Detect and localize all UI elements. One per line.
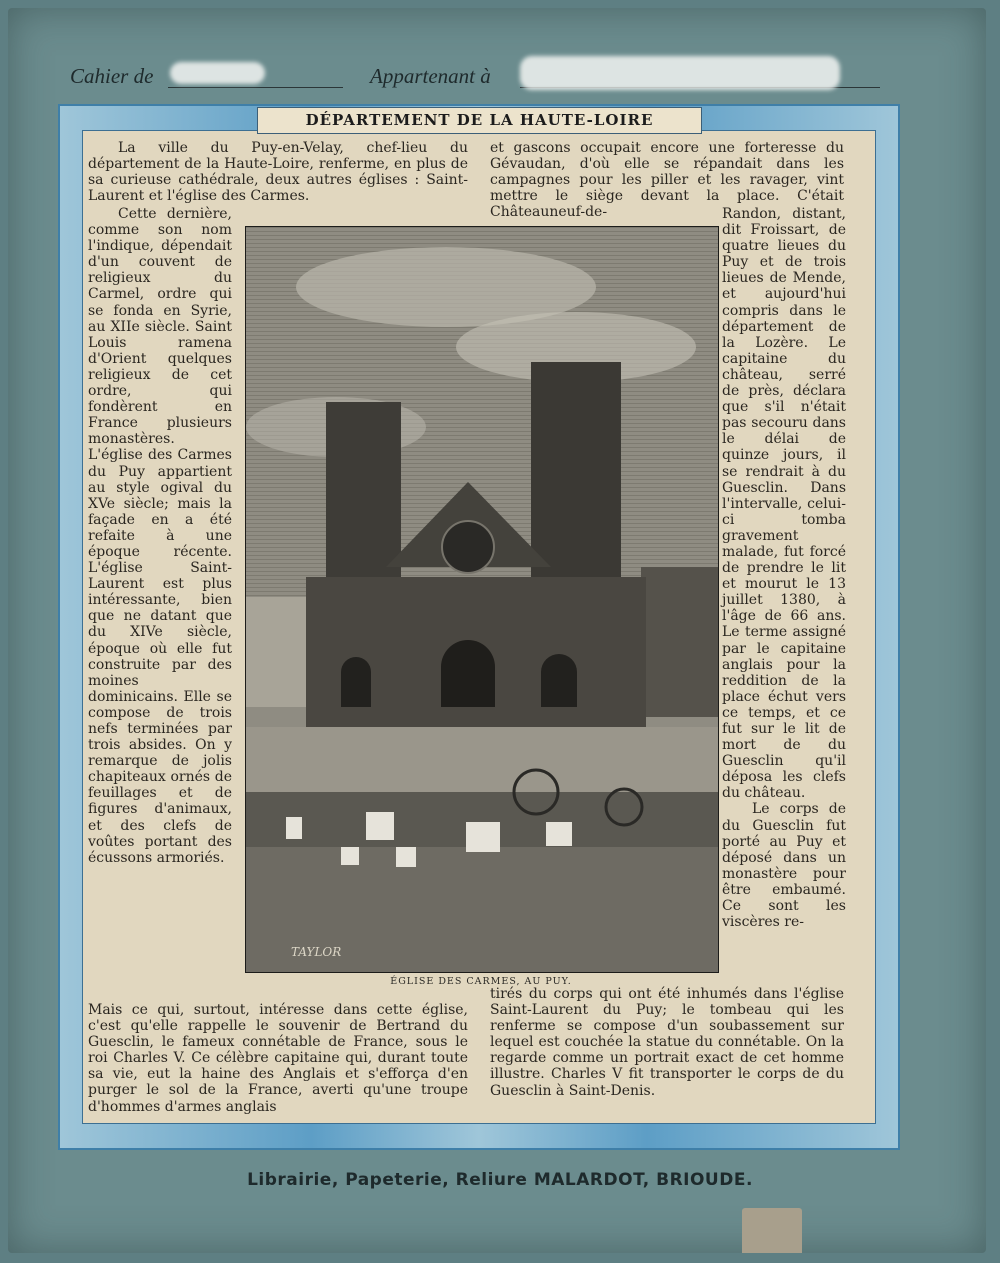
- appartenant-label: Appartenant à: [370, 64, 491, 88]
- text-bottom-left: Mais ce qui, surtout, intéresse dans cette église, c'est qu'elle rappelle le souvenir de Bertrand du Guesclin, le fameux connétable de France, sous le roi Charles V. Ce célèbre capitaine qui, durant toute sa vie, eut la haine des Anglais et s'efforça d'en purger le sol de la France, averti qu'une troupe d'hommes d'armes anglais: [88, 1002, 468, 1115]
- text-top-right: et gascons occupait encore une forteresse du Gévaudan, d'où elle se répandait dans les campagnes pour les piller et les ravager, vint mettre le siège devant la place. C'était Châteauneuf-de-: [490, 140, 844, 221]
- cahier-rule: [168, 87, 343, 88]
- illustration-caption: ÉGLISE DES CARMES, AU PUY.: [390, 976, 572, 987]
- page-title: DÉPARTEMENT DE LA HAUTE-LOIRE: [257, 107, 702, 134]
- text-top-left: La ville du Puy-en-Velay, chef-lieu du département de la Haute-Loire, renferme, en plus de sa curieuse cathédrale, deux autres églises : Saint-Laurent et l'église des Carmes.: [88, 140, 468, 205]
- engraver-signature: TAYLOR: [291, 945, 342, 959]
- publisher-footer: Librairie, Papeterie, Reliure MALARDOT, BRIOUDE.: [247, 1170, 753, 1190]
- text-bottom-right: tirés du corps qui ont été inhumés dans l'église Saint-Laurent du Puy; le tombeau qui les renferme se compose d'un soubassement sur lequel est couchée la statue du connétable. On la regarde comme un portrait exact de cet homme illustre. Charles V fit transporter le corps de du Guesclin à Saint-Denis.: [490, 986, 844, 1099]
- torn-corner: [742, 1208, 802, 1253]
- text-right-column: Randon, distant, dit Froissart, de quatre lieues du Puy et de trois lieues de Mende, et aujourd'hui compris dans le département de la Lozère. Le capitaine du château, serré de près, déclara que s'il n'était pas secouru dans le délai de quinze jours, il se rendrait à du Guesclin. Dans l'intervalle, celui-ci tomba gravement malade, fut forcé de prendre le lit et mourut le 13 juillet 1380, à l'âge de 66 ans. Le terme assigné par le capitaine anglais pour la reddition de la place échut vers ce temps, et ce fut sur le lit de mort de du Guesclin qu'il déposa les clefs du château. Le corps de du Guesclin fut porté au Puy et déposé dans un monastère pour être embaumé. Ce sont les viscères re-: [722, 206, 846, 931]
- church-engraving: [245, 226, 719, 973]
- text-left-column: Cette dernière, comme son nom l'indique, dépendait d'un couvent de religieux du Carmel, ordre qui se fonda en Syrie, au XIIe siècle. Saint Louis ramena d'Orient quelques religieux de cet ordre, qui fondèrent en France plusieurs monastères. L'église des Carmes du Puy appartient au style ogival du XVe siècle; mais la façade en a été refaite à une époque récente. L'église Saint-Laurent est plus intéressante, bien que ne datant que du XIVe siècle, époque où elle fut construite par des moines dominicains. Elle se compose de trois nefs terminées par trois absides. On y remarque de jolis chapiteaux ornés de feuillages et de figures d'animaux, et des clefs de voûtes portant des écussons armoriés.: [88, 206, 232, 866]
- engraving-drawing: [246, 227, 718, 972]
- cahier-label: Cahier de: [70, 64, 154, 88]
- erased-owner: [520, 56, 840, 90]
- erased-name: [170, 62, 265, 84]
